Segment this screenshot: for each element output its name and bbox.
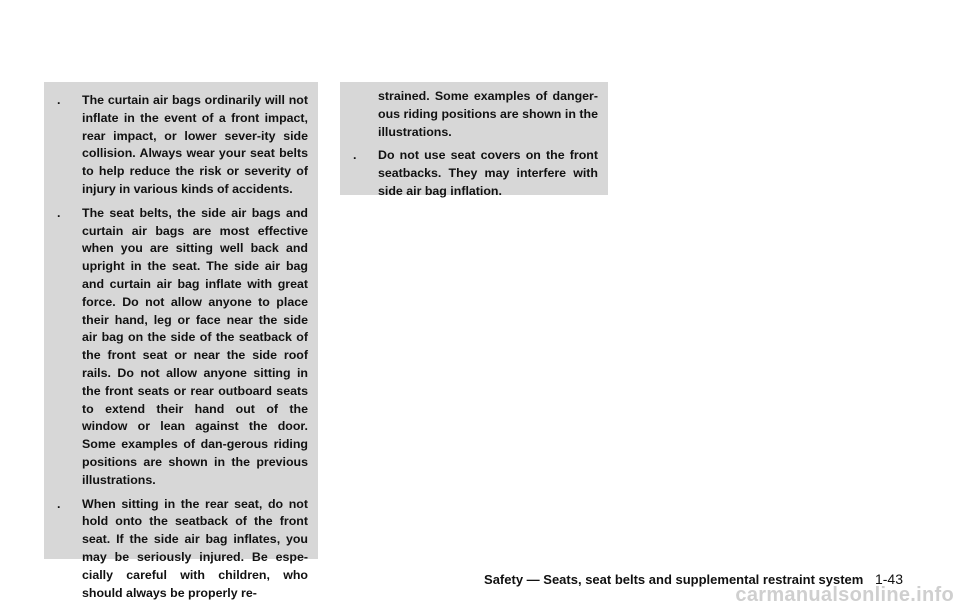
page-number: 1-43 bbox=[874, 571, 903, 587]
warning-bullet-3 bbox=[57, 496, 308, 603]
warning-bullet-1 bbox=[57, 92, 308, 199]
warning-continuation-text: strained. Some examples of danger-ous riding positions are shown in the illustrations. bbox=[378, 89, 598, 139]
warning-text: The curtain air bags ordinarily will not inflate in the event of a front impact, rear impact, or lower sever-ity side collision. Always wear your seat belts to help reduce the risk or severity of injury in various kinds of accidents. bbox=[82, 93, 308, 196]
warning-text: When sitting in the rear seat, do not hold onto the seatback of the front seat. If the side air bag inflates, you may be seriously injured. Be espe-cially careful with children, who should always be properly re- bbox=[82, 496, 308, 600]
bullet-marker: . bbox=[57, 93, 61, 107]
section-title: Safety — Seats, seat belts and supplemental restraint system bbox=[484, 572, 864, 587]
bullet-marker: . bbox=[57, 496, 61, 511]
warning-text: The seat belts, the side air bags and curtain air bags are most effective when you are sitting well back and upright in the seat. The side air bag and curtain air bag inflate with great force. Do not allow anyone to place their hand, leg or face near the side air bag on the side of the seatback of the front seat or near the side roof rails. Do not allow anyone sitting in the front seats or rear outboard seats to extend their hand out of the window or lean against the door. Some examples of dan-gerous riding positions are shown in the previous illustrations. bbox=[82, 205, 308, 487]
warning-text: Do not use seat covers on the front seatbacks. They may interfere with side air bag inflation. bbox=[378, 148, 598, 198]
watermark-logo: carmanualsonline.info bbox=[735, 584, 954, 606]
warning-list-left bbox=[57, 92, 308, 602]
warning-bullet-4 bbox=[353, 147, 598, 200]
warning-box-right bbox=[340, 82, 608, 198]
warning-box-left bbox=[44, 82, 318, 600]
warning-list-right bbox=[353, 147, 598, 200]
bullet-marker: . bbox=[57, 205, 61, 220]
warning-bullet-2 bbox=[57, 205, 308, 490]
bullet-marker: . bbox=[353, 148, 357, 163]
